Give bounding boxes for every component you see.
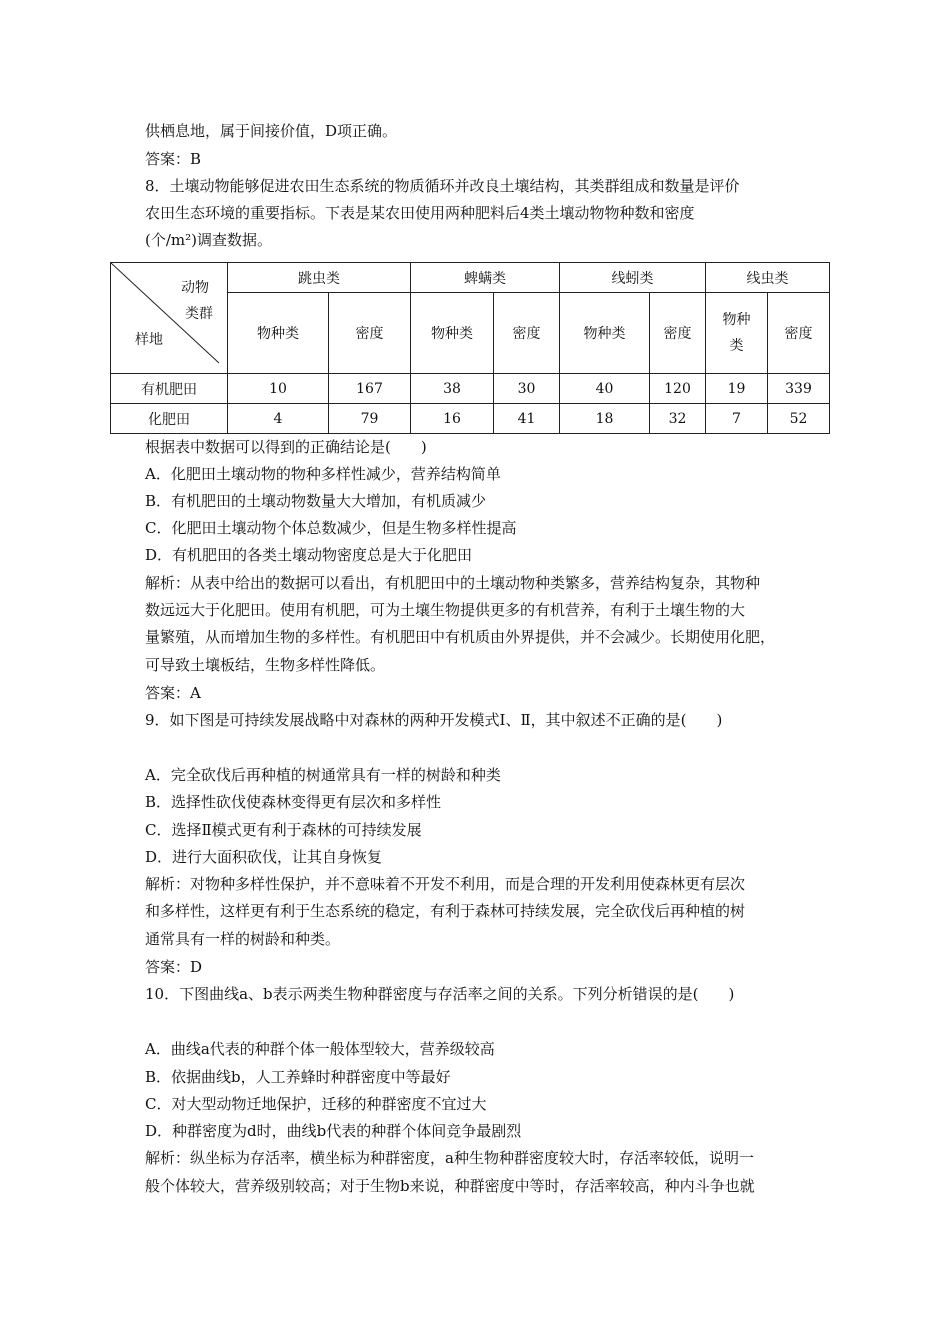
row-label-cell: 化肥田 [111, 404, 228, 434]
question-stem: 9．如下图是可持续发展战略中对森林的两种开发模式Ⅰ、Ⅱ，其中叙述不正确的是( ) [145, 711, 723, 729]
table-row [111, 404, 830, 434]
group-header-cell: 跳虫类 [228, 263, 411, 293]
analysis-text: 通常具有一样的树龄和种类。 [145, 930, 341, 948]
corner-label-site: 样地 [135, 332, 163, 348]
analysis-text: 般个体较大，营养级别较高；对于生物b来说，种群密度中等时，存活率较高，种内斗争也就 [145, 1177, 755, 1195]
option-b: B．选择性砍伐使森林变得更有层次和多样性 [145, 793, 442, 811]
row-label-cell: 有机肥田 [111, 374, 228, 404]
option-c: C．对大型动物迁地保护，迁移的种群密度不宜过大 [145, 1095, 487, 1113]
value-cell: 79 [329, 404, 411, 434]
option-a: A．完全砍伐后再种植的树通常具有一样的树龄和种类 [145, 766, 501, 784]
option-b: B．有机肥田的土壤动物数量大大增加，有机质减少 [145, 492, 487, 510]
value-cell: 4 [228, 404, 329, 434]
value-cell: 30 [494, 374, 560, 404]
corner-label-animal: 动物 [181, 280, 209, 296]
option-d: D．种群密度为d时，曲线b代表的种群个体间竞争最剧烈 [145, 1122, 522, 1140]
text-line: (个/m²)调查数据。 [145, 231, 272, 249]
group-header-cell: 线蚓类 [560, 263, 706, 293]
analysis-text: 解析：从表中给出的数据可以看出，有机肥田中的土壤动物种类繁多，营养结构复杂，其物种 [145, 574, 761, 592]
corner-label-group: 类群 [185, 306, 213, 322]
subheader-cell: 密度 [494, 293, 560, 374]
value-cell: 52 [768, 404, 830, 434]
answer-text: 答案：D [145, 958, 203, 976]
analysis-text: 和多样性，这样更有利于生态系统的稳定，有利于森林可持续发展，完全砍伐后再种植的树 [145, 902, 746, 920]
corner-header-cell [111, 263, 228, 374]
value-cell: 167 [329, 374, 411, 404]
value-cell: 40 [560, 374, 650, 404]
text-line: 答案：B [145, 150, 202, 168]
subheader-cell: 物种类 [228, 293, 329, 374]
option-b: B．依据曲线b，人工养蜂时种群密度中等最好 [145, 1068, 451, 1086]
table-row [111, 374, 830, 404]
subheader-cell: 物种 类 [706, 293, 768, 374]
value-cell: 19 [706, 374, 768, 404]
analysis-text: 量繁殖，从而增加生物的多样性。有机肥田中有机质由外界提供，并不会减少。长期使用化肥， [145, 628, 776, 646]
option-d: D．进行大面积砍伐，让其自身恢复 [145, 848, 383, 866]
value-cell: 339 [768, 374, 830, 404]
answer-text: 答案：A [145, 684, 201, 702]
value-cell: 38 [411, 374, 494, 404]
question-stem: 10．下图曲线a、b表示两类生物种群密度与存活率之间的关系。下列分析错误的是( ) [145, 985, 735, 1003]
value-cell: 16 [411, 404, 494, 434]
subheader-cell: 密度 [650, 293, 706, 374]
text-line: 8．土壤动物能够促进农田生态系统的物质循环并改良土壤结构，其类群组成和数量是评价 [145, 177, 740, 195]
soil-animal-table [110, 262, 830, 434]
value-cell: 7 [706, 404, 768, 434]
question-stem: 根据表中数据可以得到的正确结论是( ) [145, 438, 427, 456]
subheader-cell: 物种类 [411, 293, 494, 374]
value-cell: 10 [228, 374, 329, 404]
option-a: A．化肥田土壤动物的物种多样性减少，营养结构简单 [145, 465, 501, 483]
option-a: A．曲线a代表的种群个体一般体型较大，营养级较高 [145, 1040, 495, 1058]
analysis-text: 数远远大于化肥田。使用有机肥，可为土壤生物提供更多的有机营养，有利于土壤生物的大 [145, 601, 746, 619]
analysis-text: 可导致土壤板结，生物多样性降低。 [145, 656, 386, 674]
value-cell: 32 [650, 404, 706, 434]
text-line: 农田生态环境的重要指标。下表是某农田使用两种肥料后4类土壤动物物种数和密度 [145, 204, 695, 222]
group-header-cell: 蜱螨类 [411, 263, 560, 293]
value-cell: 120 [650, 374, 706, 404]
option-c: C．选择Ⅱ模式更有利于森林的可持续发展 [145, 821, 422, 839]
option-c: C．化肥田土壤动物个体总数减少，但是生物多样性提高 [145, 519, 517, 537]
analysis-text: 解析：纵坐标为存活率，横坐标为种群密度，a种生物种群密度较大时，存活率较低，说明一 [145, 1149, 754, 1167]
analysis-text: 解析：对物种多样性保护，并不意味着不开发不利用，而是合理的开发利用使森林更有层次 [145, 875, 746, 893]
option-d: D．有机肥田的各类土壤动物密度总是大于化肥田 [145, 546, 473, 564]
text-line: 供栖息地，属于间接价值，D项正确。 [145, 122, 398, 140]
subheader-cell: 密度 [768, 293, 830, 374]
value-cell: 41 [494, 404, 560, 434]
group-header-cell: 线虫类 [706, 263, 830, 293]
subheader-cell: 物种类 [560, 293, 650, 374]
value-cell: 18 [560, 404, 650, 434]
subheader-cell: 密度 [329, 293, 411, 374]
